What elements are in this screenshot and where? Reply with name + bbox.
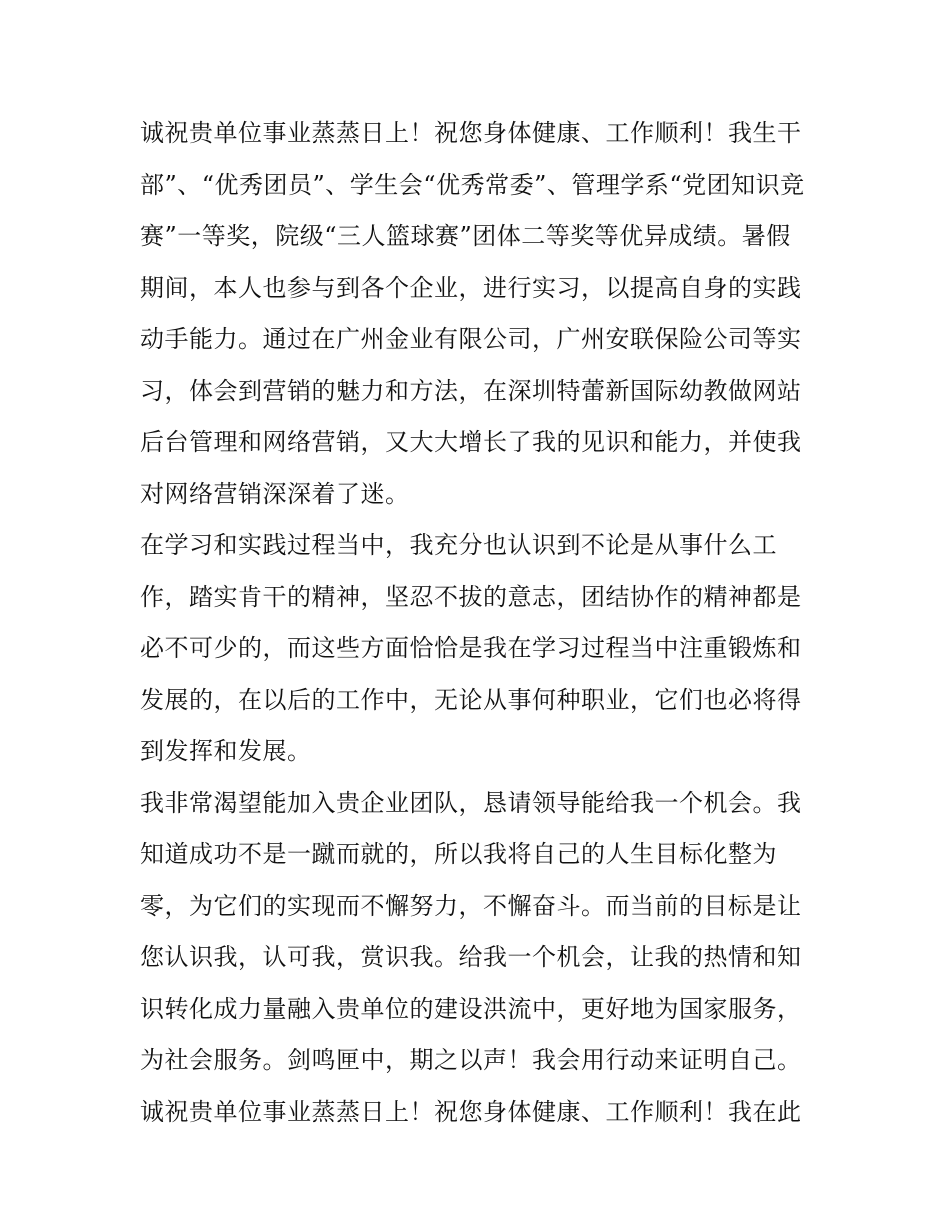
text-line: 零，为它们的实现而不懈努力，不懈奋斗。而当前的目标是让: [140, 891, 802, 920]
text-line: 部”、“优秀团员”、学生会“优秀常委”、管理学系“党团知识竞: [140, 170, 805, 199]
text-line: 知道成功不是一蹴而就的，所以我将自己的人生目标化整为: [140, 840, 777, 868]
text-line: 习，体会到营销的魅力和方法，在深圳特蕾新国际幼教做网站: [140, 376, 802, 405]
text-line: 发展的，在以后的工作中，无论从事何种职业，它们也必将得: [140, 685, 802, 714]
text-line: 诚祝贵单位事业蒸蒸日上！祝您身体健康、工作顺利！我生干: [140, 119, 802, 147]
text-line: 我非常渴望能加入贵企业团队，恳请领导能给我一个机会。我: [140, 788, 802, 817]
text-line: 动手能力。通过在广州金业有限公司，广州安联保险公司等实: [140, 325, 802, 353]
text-line: 必不可少的，而这些方面恰恰是我在学习过程当中注重锻炼和: [140, 634, 802, 662]
text-line: 为社会服务。剑鸣匣中，期之以声！我会用行动来证明自己。: [140, 1046, 802, 1074]
text-line: 期间，本人也参与到各个企业，进行实习，以提高自身的实践: [140, 273, 802, 302]
text-line: 到发挥和发展。: [140, 737, 312, 765]
text-line: 作，踏实肯干的精神，坚忍不拔的意志，团结协作的精神都是: [140, 582, 802, 611]
text-line: 赛”一等奖，院级“三人篮球赛”团体二等奖等优异成绩。暑假: [140, 222, 791, 250]
text-line: 诚祝贵单位事业蒸蒸日上！祝您身体健康、工作顺利！我在此: [140, 1097, 802, 1126]
text-line: 对网络营销深深着了迷。: [140, 479, 410, 508]
text-line: 后台管理和网络营销，又大大增长了我的见识和能力，并使我: [140, 428, 802, 456]
text-line: 您认识我，认可我，赏识我。给我一个机会，让我的热情和知: [140, 943, 802, 971]
text-line: 在学习和实践过程当中，我充分也认识到不论是从事什么工: [140, 531, 777, 559]
text-line: 识转化成力量融入贵单位的建设洪流中，更好地为国家服务，: [140, 994, 802, 1023]
document-body-text: [140, 108, 820, 1138]
